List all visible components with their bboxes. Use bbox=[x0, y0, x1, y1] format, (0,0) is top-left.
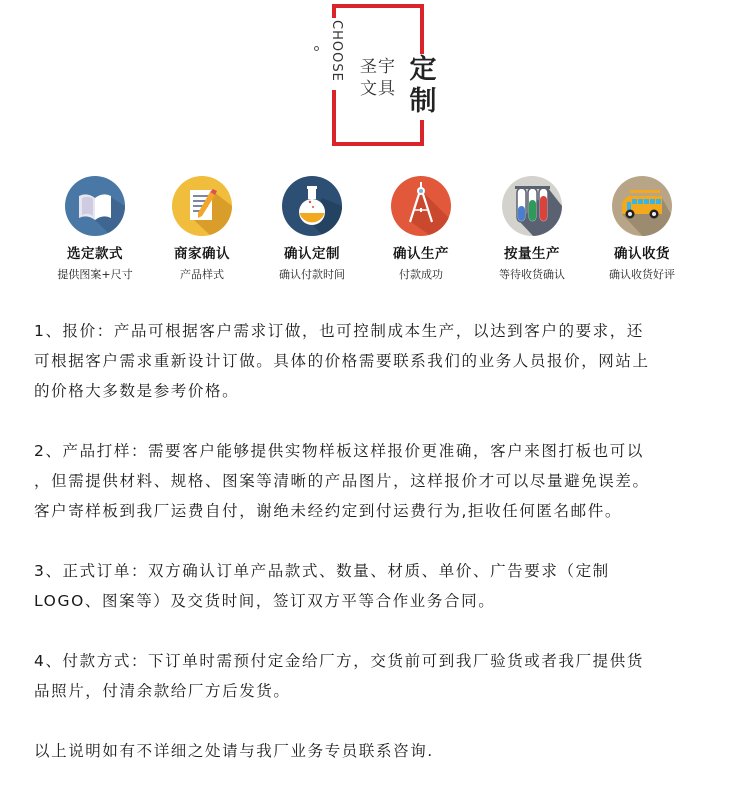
step-confirm-production bbox=[366, 176, 476, 282]
terms-content bbox=[34, 316, 734, 796]
step-subtitle: 提供图案+尺寸 bbox=[57, 268, 133, 281]
text-line: 2、产品打样：需要客户能够提供实物样板这样报价更准确，客户来图打板也可以 bbox=[34, 442, 644, 460]
test-tubes-icon bbox=[502, 176, 562, 236]
custom-line: 定 bbox=[409, 54, 437, 85]
section-sampling bbox=[34, 436, 734, 526]
notepad-pencil-icon bbox=[172, 176, 232, 236]
text-line: 的价格大多数是参考价格。 bbox=[34, 382, 240, 400]
brand-name bbox=[360, 56, 400, 100]
custom-title bbox=[406, 54, 440, 118]
text-line: 品照片，付清余款给厂方后发货。 bbox=[34, 682, 291, 700]
step-title: 按量生产 bbox=[504, 246, 560, 262]
text-line: LOGO、图案等）及交货时间，签订双方平等合作业务合同。 bbox=[34, 592, 496, 610]
text-line: 4、付款方式：下订单时需预付定金给厂方，交货前可到我厂验货或者我厂提供货 bbox=[34, 652, 644, 670]
frame-border bbox=[420, 120, 424, 146]
text-line: 以上说明如有不详细之处请与我厂业务专员联系咨询. bbox=[34, 742, 434, 760]
section-quotation bbox=[34, 316, 734, 406]
step-confirm-custom bbox=[257, 176, 367, 282]
frame-border bbox=[332, 4, 336, 18]
step-title: 商家确认 bbox=[174, 246, 230, 262]
text-line: 3、正式订单：双方确认订单产品款式、数量、材质、单价、广告要求（定制 bbox=[34, 562, 610, 580]
step-title: 确认收货 bbox=[614, 246, 670, 262]
step-title: 确认定制 bbox=[284, 246, 340, 262]
process-steps bbox=[40, 176, 710, 286]
brand-line: 文具 bbox=[360, 79, 396, 99]
step-subtitle: 等待收货确认 bbox=[499, 268, 565, 281]
step-merchant-confirm bbox=[147, 176, 257, 282]
step-batch-production bbox=[477, 176, 587, 282]
frame-border bbox=[420, 4, 424, 54]
open-book-icon bbox=[65, 176, 125, 236]
frame-border bbox=[332, 142, 424, 146]
text-line: ，但需提供材料、规格、图案等清晰的产品图片，这样报价才可以尽量避免误差。 bbox=[34, 472, 650, 490]
step-title: 确认生产 bbox=[393, 246, 449, 262]
circle-dot-icon bbox=[314, 46, 319, 51]
section-formal-order bbox=[34, 556, 734, 616]
brand-line: 圣宇 bbox=[360, 57, 396, 77]
step-confirm-receipt bbox=[587, 176, 697, 282]
step-subtitle: 确认付款时间 bbox=[279, 268, 345, 281]
step-subtitle: 产品样式 bbox=[180, 268, 224, 281]
text-line: 1、报价：产品可根据客户需求订做，也可控制成本生产，以达到客户的要求，还 bbox=[34, 322, 644, 340]
section-note bbox=[34, 736, 734, 766]
section-payment bbox=[34, 646, 734, 706]
text-line: 客户寄样板到我厂运费自付，谢绝未经约定到付运费行为,拒收任何匿名邮件。 bbox=[34, 502, 622, 520]
frame-border bbox=[332, 4, 424, 8]
school-bus-icon bbox=[612, 176, 672, 236]
brand-logo bbox=[329, 4, 437, 146]
frame-border bbox=[332, 90, 336, 146]
compass-icon bbox=[391, 176, 451, 236]
text-line: 可根据客户需求重新设计订做。具体的价格需要联系我们的业务人员报价，网站上 bbox=[34, 352, 650, 370]
step-title: 选定款式 bbox=[67, 246, 123, 262]
step-subtitle: 确认收货好评 bbox=[609, 268, 675, 281]
choose-label: CHOOSE bbox=[329, 20, 344, 82]
custom-line: 制 bbox=[409, 86, 437, 117]
step-subtitle: 付款成功 bbox=[399, 268, 443, 281]
step-select-style bbox=[40, 176, 150, 282]
flask-icon bbox=[282, 176, 342, 236]
